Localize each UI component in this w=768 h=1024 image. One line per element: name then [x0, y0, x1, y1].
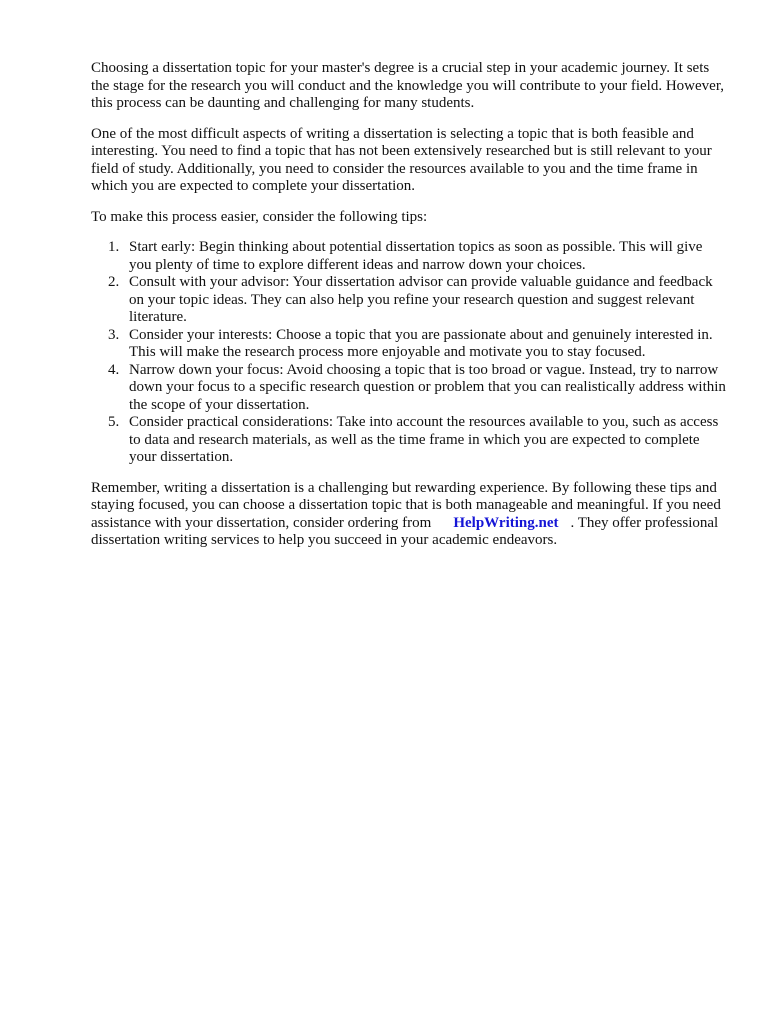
tips-lead-paragraph: To make this process easier, consider the following tips:: [91, 208, 428, 225]
list-item-number: 5.: [108, 414, 120, 430]
list-item-number: 3.: [108, 326, 120, 343]
closing-paragraph: [91, 480, 726, 550]
list-item: [91, 327, 726, 362]
list-item-number: 1.: [108, 239, 120, 255]
helpwriting-link[interactable]: HelpWriting.net: [453, 514, 559, 531]
tips-list: [91, 239, 726, 467]
closing-text-before-link: Remember, writing a dissertation is a challenging but rewarding experience. By following these tips and staying focused, you can choose a dissertation topic that is both manageable and meaningful. If you need assistance with your dissertation, consider ordering from: [91, 479, 721, 531]
document-body: [91, 60, 726, 563]
intro-paragraph: Choosing a dissertation topic for your master's degree is a crucial step in your academic journey. It sets the stage for the research you will conduct and the knowledge you will contribute to your field. However, this process can be daunting and challenging for many students.: [91, 60, 724, 111]
list-item-number: 4.: [108, 361, 120, 378]
list-item: [91, 239, 726, 274]
difficulty-paragraph: One of the most difficult aspects of writing a dissertation is selecting a topic that is both feasible and interesting. You need to find a topic that has not been extensively researched but is still relevant to your field of study. Additionally, you need to consider the resources available to you and the time frame in which you are expected to complete your dissertation.: [91, 125, 712, 194]
list-item-text: Consult with your advisor: Your dissertation advisor can provide valuable guidance and feedback on your topic ideas. They can also help you refine your research question and suggest relevant literature.: [129, 274, 713, 325]
list-item: [91, 362, 726, 415]
closing-text-after-link: . They offer professional dissertation writing services to help you succeed in your academic endeavors.: [91, 514, 719, 548]
list-item-text: Narrow down your focus: Avoid choosing a topic that is too broad or vague. Instead, try to narrow down your focus to a specific research question or problem that you can realistically address within the scope of your dissertation.: [129, 361, 726, 413]
list-item: [91, 274, 726, 327]
list-item: [91, 414, 726, 467]
list-item-text: Consider your interests: Choose a topic that you are passionate about and genuinely interested in. This will make the research process more enjoyable and motivate you to stay focused.: [129, 326, 713, 360]
list-item-number: 2.: [108, 274, 120, 290]
list-item-text: Consider practical considerations: Take into account the resources available to you, such as access to data and research materials, as well as the time frame in which you are expected to complete your dissertation.: [129, 414, 719, 465]
list-item-text: Start early: Begin thinking about potential dissertation topics as soon as possible. This will give you plenty of time to explore different ideas and narrow down your choices.: [129, 239, 703, 273]
